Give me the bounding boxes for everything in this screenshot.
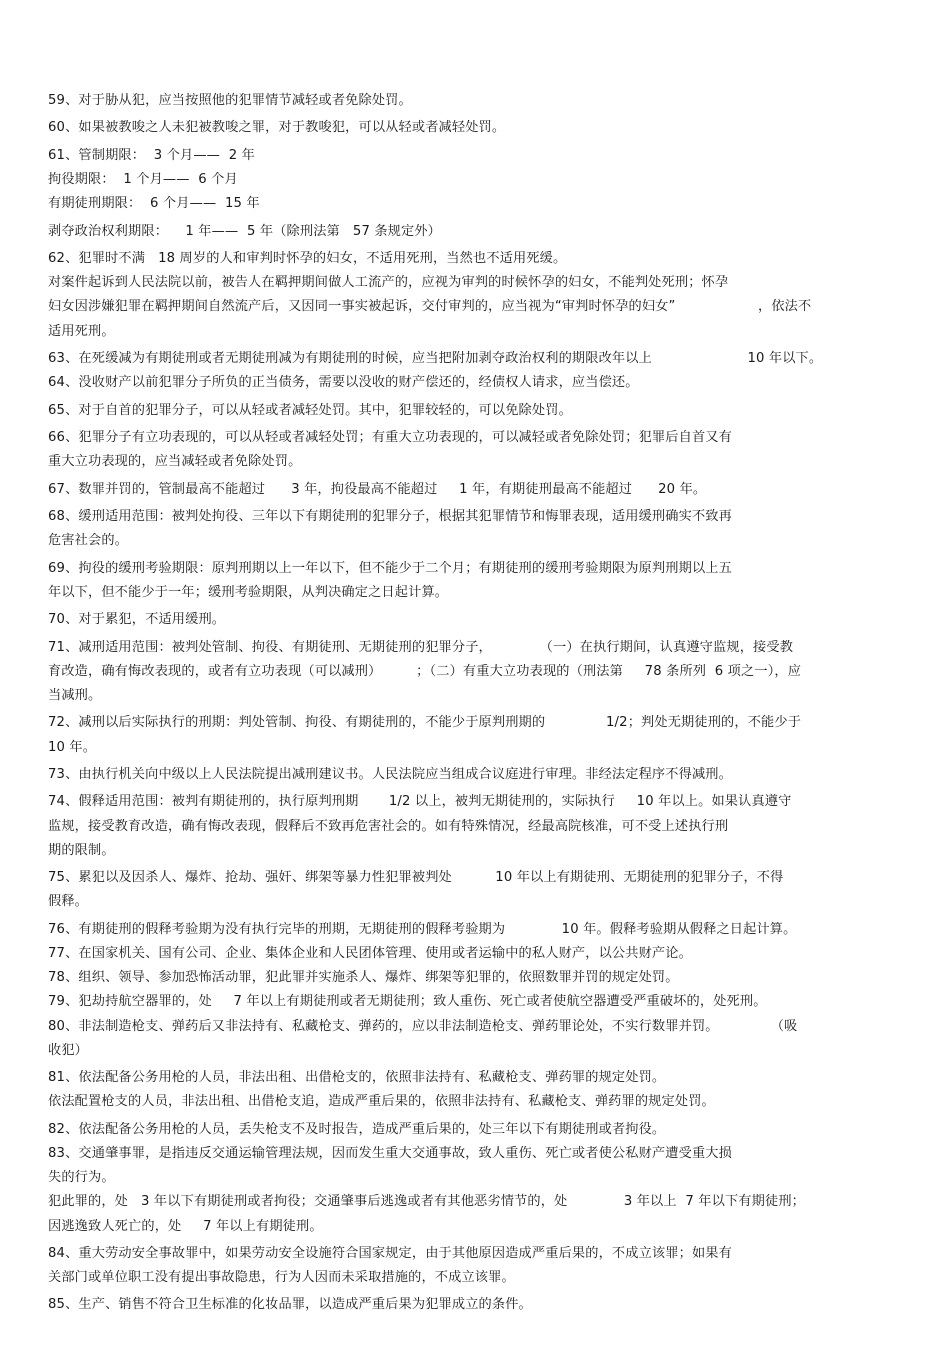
paragraph: [48, 763, 902, 787]
text-line: 63、在死缓减为有期徒刑或者无期徒刑减为有期徒刑的时候，应当把附加剥夺政治权利的期限改年以上 10 年以下。: [48, 350, 823, 366]
text-line: 危害社会的。: [48, 533, 129, 549]
paragraph: [48, 89, 902, 113]
text-line: 66、犯罪分子有立功表现的，可以从轻或者减轻处罚；有重大立功表现的，可以减轻或者免除处罚；犯罪后自首又有: [48, 429, 732, 445]
text-line: 期的限制。: [48, 842, 115, 858]
text-line: 剥夺政治权利期限： 1 年—— 5 年（除刑法第 57 条规定外）: [48, 223, 442, 239]
text-line: 85、生产、销售不符合卫生标准的化妆品罪，以造成严重后果为犯罪成立的条件。: [48, 1297, 532, 1313]
text-line: 拘役期限： 1 个月—— 6 个月: [48, 171, 238, 187]
text-line: 65、对于自首的犯罪分子，可以从轻或者减轻处罚。其中，犯罪较轻的，可以免除处罚。: [48, 402, 572, 418]
text-line: 77、在国家机关、国有公司、企业、集体企业和人民团体管理、使用或者运输中的私人财产，以公共财产论。: [48, 945, 692, 961]
text-line: 10 年。: [48, 739, 97, 755]
text-line: 妇女因涉嫌犯罪在羁押期间自然流产后，又因同一事实被起诉，交付审判的，应当视为“审判时怀孕的妇女” ，依法不: [48, 299, 812, 315]
paragraph: [48, 1242, 902, 1290]
text-line: 80、非法制造枪支、弹药后又非法持有、私藏枪支、弹药的，应以非法制造枪支、弹药罪论处，不实行数罪并罚。 （吸: [48, 1018, 798, 1034]
text-line: 71、减刑适用范围：被判处管制、拘役、有期徒刑、无期徒刑的犯罪分子， （一）在执行期间，认真遵守监规，接受教: [48, 639, 794, 655]
text-line: 年以下，但不能少于一年；缓刑考验期限，从判决确定之日起计算。: [48, 584, 449, 600]
paragraph: [48, 636, 902, 709]
text-line: 收犯）: [48, 1042, 89, 1058]
paragraph: [48, 918, 902, 1063]
paragraph: [48, 116, 902, 140]
paragraph: [48, 478, 902, 502]
text-line: 64、没收财产以前犯罪分子所负的正当债务，需要以没收的财产偿还的，经债权人请求，应当偿还。: [48, 375, 639, 391]
text-line: 83、交通肇事罪，是指违反交通运输管理法规，因而发生重大交通事故，致人重伤、死亡或者使公私财产遭受重大损: [48, 1145, 732, 1161]
paragraph: [48, 144, 902, 217]
text-line: 69、拘役的缓刑考验期限：原判刑期以上一年以下，但不能少于二个月；有期徒刑的缓刑考验期限为原判刑期以上五: [48, 560, 732, 576]
paragraph: [48, 1118, 902, 1239]
paragraph: [48, 505, 902, 553]
paragraph: [48, 1293, 902, 1317]
text-line: 74、假释适用范围：被判有期徒刑的，执行原判刑期 1/2 以上，被判无期徒刑的，实际执行 10 年以上。如果认真遵守: [48, 794, 792, 810]
text-line: 关部门或单位职工没有提出事故隐患，行为人因而未采取措施的，不成立该罪。: [48, 1270, 515, 1286]
text-line: 犯此罪的，处 3 年以下有期徒刑或者拘役；交通肇事后逃逸或者有其他恶劣情节的，处 3 年以上 7 年以下有期徒刑；: [48, 1194, 805, 1210]
text-line: 67、数罪并罚的，管制最高不能超过 3 年，拘役最高不能超过 1 年，有期徒刑最高不能超过 20 年。: [48, 481, 707, 497]
text-line: 59、对于胁从犯，应当按照他的犯罪情节减轻或者免除处罚。: [48, 93, 412, 108]
text-line: 假释。: [48, 894, 89, 910]
text-line: 78、组织、领导、参加恐怖活动罪，犯此罪并实施杀人、爆炸、绑架等犯罪的，依照数罪并罚的规定处罚。: [48, 970, 679, 986]
text-line: 62、犯罪时不满 18 周岁的人和审判时怀孕的妇女，不适用死刑，当然也不适用死缓。: [48, 250, 567, 266]
text-line: 育改造，确有悔改表现的，或者有立功表现（可以减刑） ；（二）有重大立功表现的（刑法第 78 条所列 6 项之一），应: [48, 663, 802, 679]
paragraph: [48, 557, 902, 605]
text-line: 60、如果被教唆之人未犯被教唆之罪，对于教唆犯，可以从轻或者减轻处罚。: [48, 120, 506, 136]
paragraph: [48, 1066, 902, 1114]
text-line: 81、依法配备公务用枪的人员，非法出租、出借枪支的，依照非法持有、私藏枪支、弹药罪的规定处罚。: [48, 1070, 666, 1086]
paragraph: [48, 790, 902, 863]
paragraph: [48, 866, 902, 914]
paragraph: [48, 399, 902, 423]
text-line: 68、缓刑适用范围：被判处拘役、三年以下有期徒刑的犯罪分子，根据其犯罪情节和悔罪表现，适用缓刑确实不致再: [48, 508, 732, 524]
paragraph: [48, 608, 902, 632]
paragraph: [48, 347, 902, 395]
text-line: 75、累犯以及因杀人、爆炸、抢劫、强奸、绑架等暴力性犯罪被判处 10 年以上有期徒刑、无期徒刑的犯罪分子，不得: [48, 870, 784, 886]
text-line: 73、由执行机关向中级以上人民法院提出减刑建议书。人民法院应当组成合议庭进行审理。非经法定程序不得减刑。: [48, 766, 732, 782]
text-line: 因逃逸致人死亡的，处 7 年以上有期徒刑。: [48, 1218, 323, 1234]
text-line: 82、依法配备公务用枪的人员，丢失枪支不及时报告，造成严重后果的，处三年以下有期徒刑或者拘役。: [48, 1121, 666, 1137]
paragraph: [48, 711, 902, 759]
paragraph: [48, 426, 902, 474]
text-line: 61、管制期限： 3 个月—— 2 年: [48, 147, 255, 163]
text-line: 84、重大劳动安全事故罪中，如果劳动安全设施符合国家规定，由于其他原因造成严重后果的，不成立该罪；如果有: [48, 1245, 732, 1261]
text-line: 76、有期徒刑的假释考验期为没有执行完毕的刑期，无期徒刑的假释考验期为 10 年。假释考验期从假释之日起计算。: [48, 921, 797, 937]
text-line: 适用死刑。: [48, 323, 115, 339]
text-line: 监规，接受教育改造，确有悔改表现，假释后不致再危害社会的。如有特殊情况，经最高院核准，可不受上述执行刑: [48, 818, 729, 834]
text-line: 79、犯劫持航空器罪的，处 7 年以上有期徒刑或者无期徒刑；致人重伤、死亡或者使航空器遭受严重破坏的，处死刑。: [48, 994, 767, 1010]
text-line: 重大立功表现的，应当减轻或者免除处罚。: [48, 454, 302, 470]
paragraph: [48, 247, 902, 344]
paragraph: [48, 220, 902, 244]
text-line: 72、减刑以后实际执行的刑期：判处管制、拘役、有期徒刑的，不能少于原判刑期的 1/2；判处无期徒刑的，不能少于: [48, 715, 802, 731]
text-line: 当减刑。: [48, 687, 102, 703]
text-line: 有期徒刑期限： 6 个月—— 15 年: [48, 196, 260, 212]
text-line: 依法配置枪支的人员，非法出租、出借枪支追，造成严重后果的，依照非法持有、私藏枪支、弹药罪的规定处罚。: [48, 1094, 715, 1110]
text-line: 对案件起诉到人民法院以前，被告人在羁押期间做人工流产的，应视为审判的时候怀孕的妇女，不能判处死刑；怀孕: [48, 275, 729, 291]
text-line: 失的行为。: [48, 1170, 115, 1186]
text-line: 70、对于累犯，不适用缓刑。: [48, 612, 226, 628]
